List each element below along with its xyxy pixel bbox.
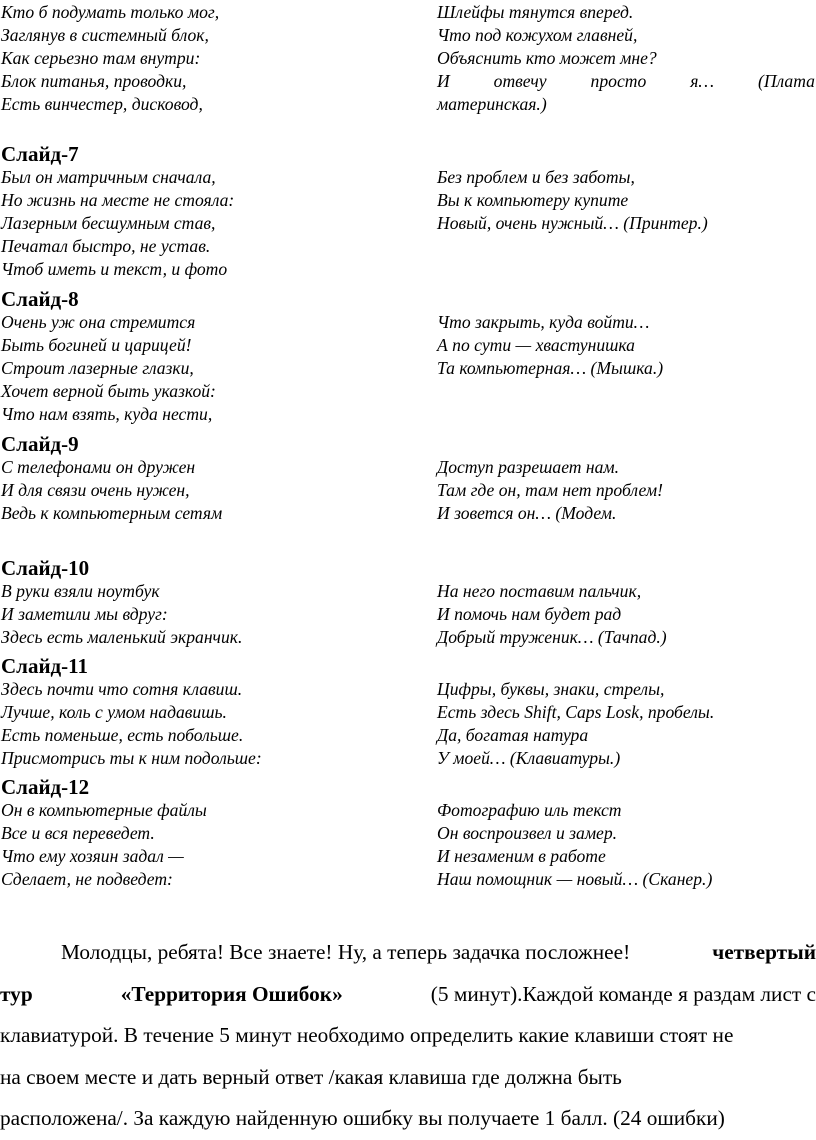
paragraph-text: расположена/. За каждую найденную ошибку вы получаете 1 балл. (24 ошибки) [0, 1106, 725, 1131]
paragraph-text: Молодцы, ребята! Все знаете! Ну, а теперь задачка посложнее! [61, 940, 631, 964]
slide-left-column [1, 311, 437, 426]
verse-line: Все и вся переведет. [1, 823, 155, 844]
verse-line: Доступ разрешает нам. [437, 457, 620, 477]
verse-line: Без проблем и без заботы, [437, 167, 635, 187]
verse-line: Сделает, не подведет: [1, 869, 173, 890]
slide-left-column [1, 799, 437, 891]
paragraph-line [0, 932, 816, 974]
verse-line: Здесь есть маленький экранчик. [1, 627, 243, 648]
verse-line: Как серьезно там внутри: [1, 48, 201, 69]
slide-left-column [1, 456, 437, 525]
verse-line: Чтоб иметь и текст, и фото [1, 259, 228, 280]
verse-line: Быть богиней и царицей! [1, 335, 192, 356]
intro-left-column [1, 1, 437, 116]
verse-line: Наш помощник — новый… (Сканер.) [437, 869, 713, 890]
verse-line: На него поставим пальчик, [437, 581, 642, 601]
verse-line: Блок питанья, проводки, [1, 71, 187, 92]
verse-line: Что ему хозяин задал — [1, 846, 184, 867]
slide-right-column [437, 799, 815, 891]
round-title: «Территория Ошибок» [120, 981, 343, 1006]
verse-line: И зовется он… (Модем. [437, 503, 617, 524]
slide-right-column [437, 311, 815, 426]
slide-heading: Слайд-7 [1, 142, 79, 166]
verse-line: Ведь к компьютерным сетям [1, 503, 223, 524]
intro-right-column [437, 1, 815, 116]
slide-heading: Слайд-12 [1, 775, 90, 799]
verse-line: И незаменим в работе [437, 846, 606, 867]
verse-line: Что под кожухом главней, [437, 25, 638, 46]
verse-line: Вы к компьютеру купите [437, 190, 629, 211]
verse-line: И заметили мы вдруг: [1, 604, 168, 625]
verse-line: У моей… (Клавиатуры.) [437, 748, 621, 769]
verse-line: Есть винчестер, дисковод, [1, 94, 203, 115]
instructions-paragraph [0, 932, 816, 1140]
verse-line: Он воспроизвел и замер. [437, 823, 618, 844]
verse-line: Добрый труженик… (Тачпад.) [437, 627, 667, 648]
paragraph-line [0, 1057, 816, 1099]
slide-10-section [1, 556, 816, 649]
verse-line: Здесь почти что сотня клавиш. [1, 679, 243, 699]
slide-right-column [437, 166, 815, 281]
verse-line: В руки взяли ноутбук [1, 581, 160, 601]
verse-line: Цифры, буквы, знаки, стрелы, [437, 679, 665, 699]
verse-line: Есть здесь Shift, Caps Losk, пробелы. [437, 702, 715, 723]
verse-line: Он в компьютерные файлы [1, 800, 207, 820]
verse-line: Кто б подумать только мог, [1, 2, 220, 22]
verse-line: Печатал быстро, не устав. [1, 236, 211, 257]
slide-11-section [1, 654, 816, 770]
verse-line: Лучше, коль с умом надавишь. [1, 702, 227, 723]
paragraph-bold: четвертый [712, 940, 816, 964]
verse-line: С телефонами он дружен [1, 457, 196, 477]
slide-left-column [1, 580, 437, 649]
paragraph-line [0, 1098, 816, 1140]
word: просто [590, 71, 647, 92]
word: отвечу [493, 71, 547, 92]
slide-12-section [1, 775, 816, 891]
slide-heading: Слайд-11 [1, 654, 89, 678]
verse-line: А по сути — хвастунишка [437, 335, 635, 356]
word: (Плата [757, 71, 815, 92]
slide-right-column [437, 678, 815, 770]
verse-line: Очень уж она стремится [1, 312, 196, 332]
slide-9-section [1, 432, 816, 525]
verse-line: Там где он, там нет проблем! [437, 480, 663, 501]
verse-line: Новый, очень нужный… (Принтер.) [437, 213, 708, 234]
slide-8-section [1, 287, 816, 426]
verse-line: И для связи очень нужен, [1, 480, 190, 501]
verse-line: Был он матричным сначала, [1, 167, 216, 187]
verse-line: Что нам взять, куда нести, [1, 404, 213, 425]
verse-line: И помочь нам будет рад [437, 604, 622, 625]
slide-heading: Слайд-9 [1, 432, 79, 456]
verse-line: Есть поменьше, есть побольше. [1, 725, 244, 746]
slide-right-column [437, 456, 815, 525]
paragraph-line [0, 1015, 816, 1057]
verse-line: Присмотрись ты к ним подольше: [1, 748, 262, 769]
verse-line: Та компьютерная… (Мышка.) [437, 358, 664, 379]
verse-line: материнская.) [437, 94, 547, 115]
verse-line: Что закрыть, куда войти… [437, 312, 650, 332]
verse-line: Фотографию иль текст [437, 800, 622, 820]
slide-heading: Слайд-10 [1, 556, 90, 580]
round-label: тур [0, 981, 33, 1006]
slide-left-column [1, 678, 437, 770]
slide-7-section [1, 142, 816, 281]
paragraph-text: на своем месте и дать верный ответ /какая клавиша где должна быть [0, 1064, 622, 1089]
word: И [437, 71, 450, 92]
verse-line: Заглянув в системный блок, [1, 25, 209, 46]
intro-verse [1, 1, 816, 116]
verse-line: Хочет верной быть указкой: [1, 381, 216, 402]
paragraph-text: клавиатурой. В течение 5 минут необходимо определить какие клавиши стоят не [0, 1023, 734, 1048]
slide-heading: Слайд-8 [1, 287, 79, 311]
verse-line: Шлейфы тянутся вперед. [437, 2, 634, 22]
slide-right-column [437, 580, 815, 649]
verse-line: Лазерным бесшумным став, [1, 213, 216, 234]
paragraph-text: (5 минут).Каждой команде я раздам лист с [430, 981, 816, 1006]
paragraph-line [0, 974, 816, 1016]
verse-line: Но жизнь на месте не стояла: [1, 190, 235, 211]
verse-line: Строит лазерные глазки, [1, 358, 194, 379]
slide-left-column [1, 166, 437, 281]
verse-line-justified [437, 70, 815, 93]
verse-line: Объяснить кто может мне? [437, 48, 657, 69]
verse-line: Да, богатая натура [437, 725, 589, 746]
word: я… [690, 71, 715, 92]
